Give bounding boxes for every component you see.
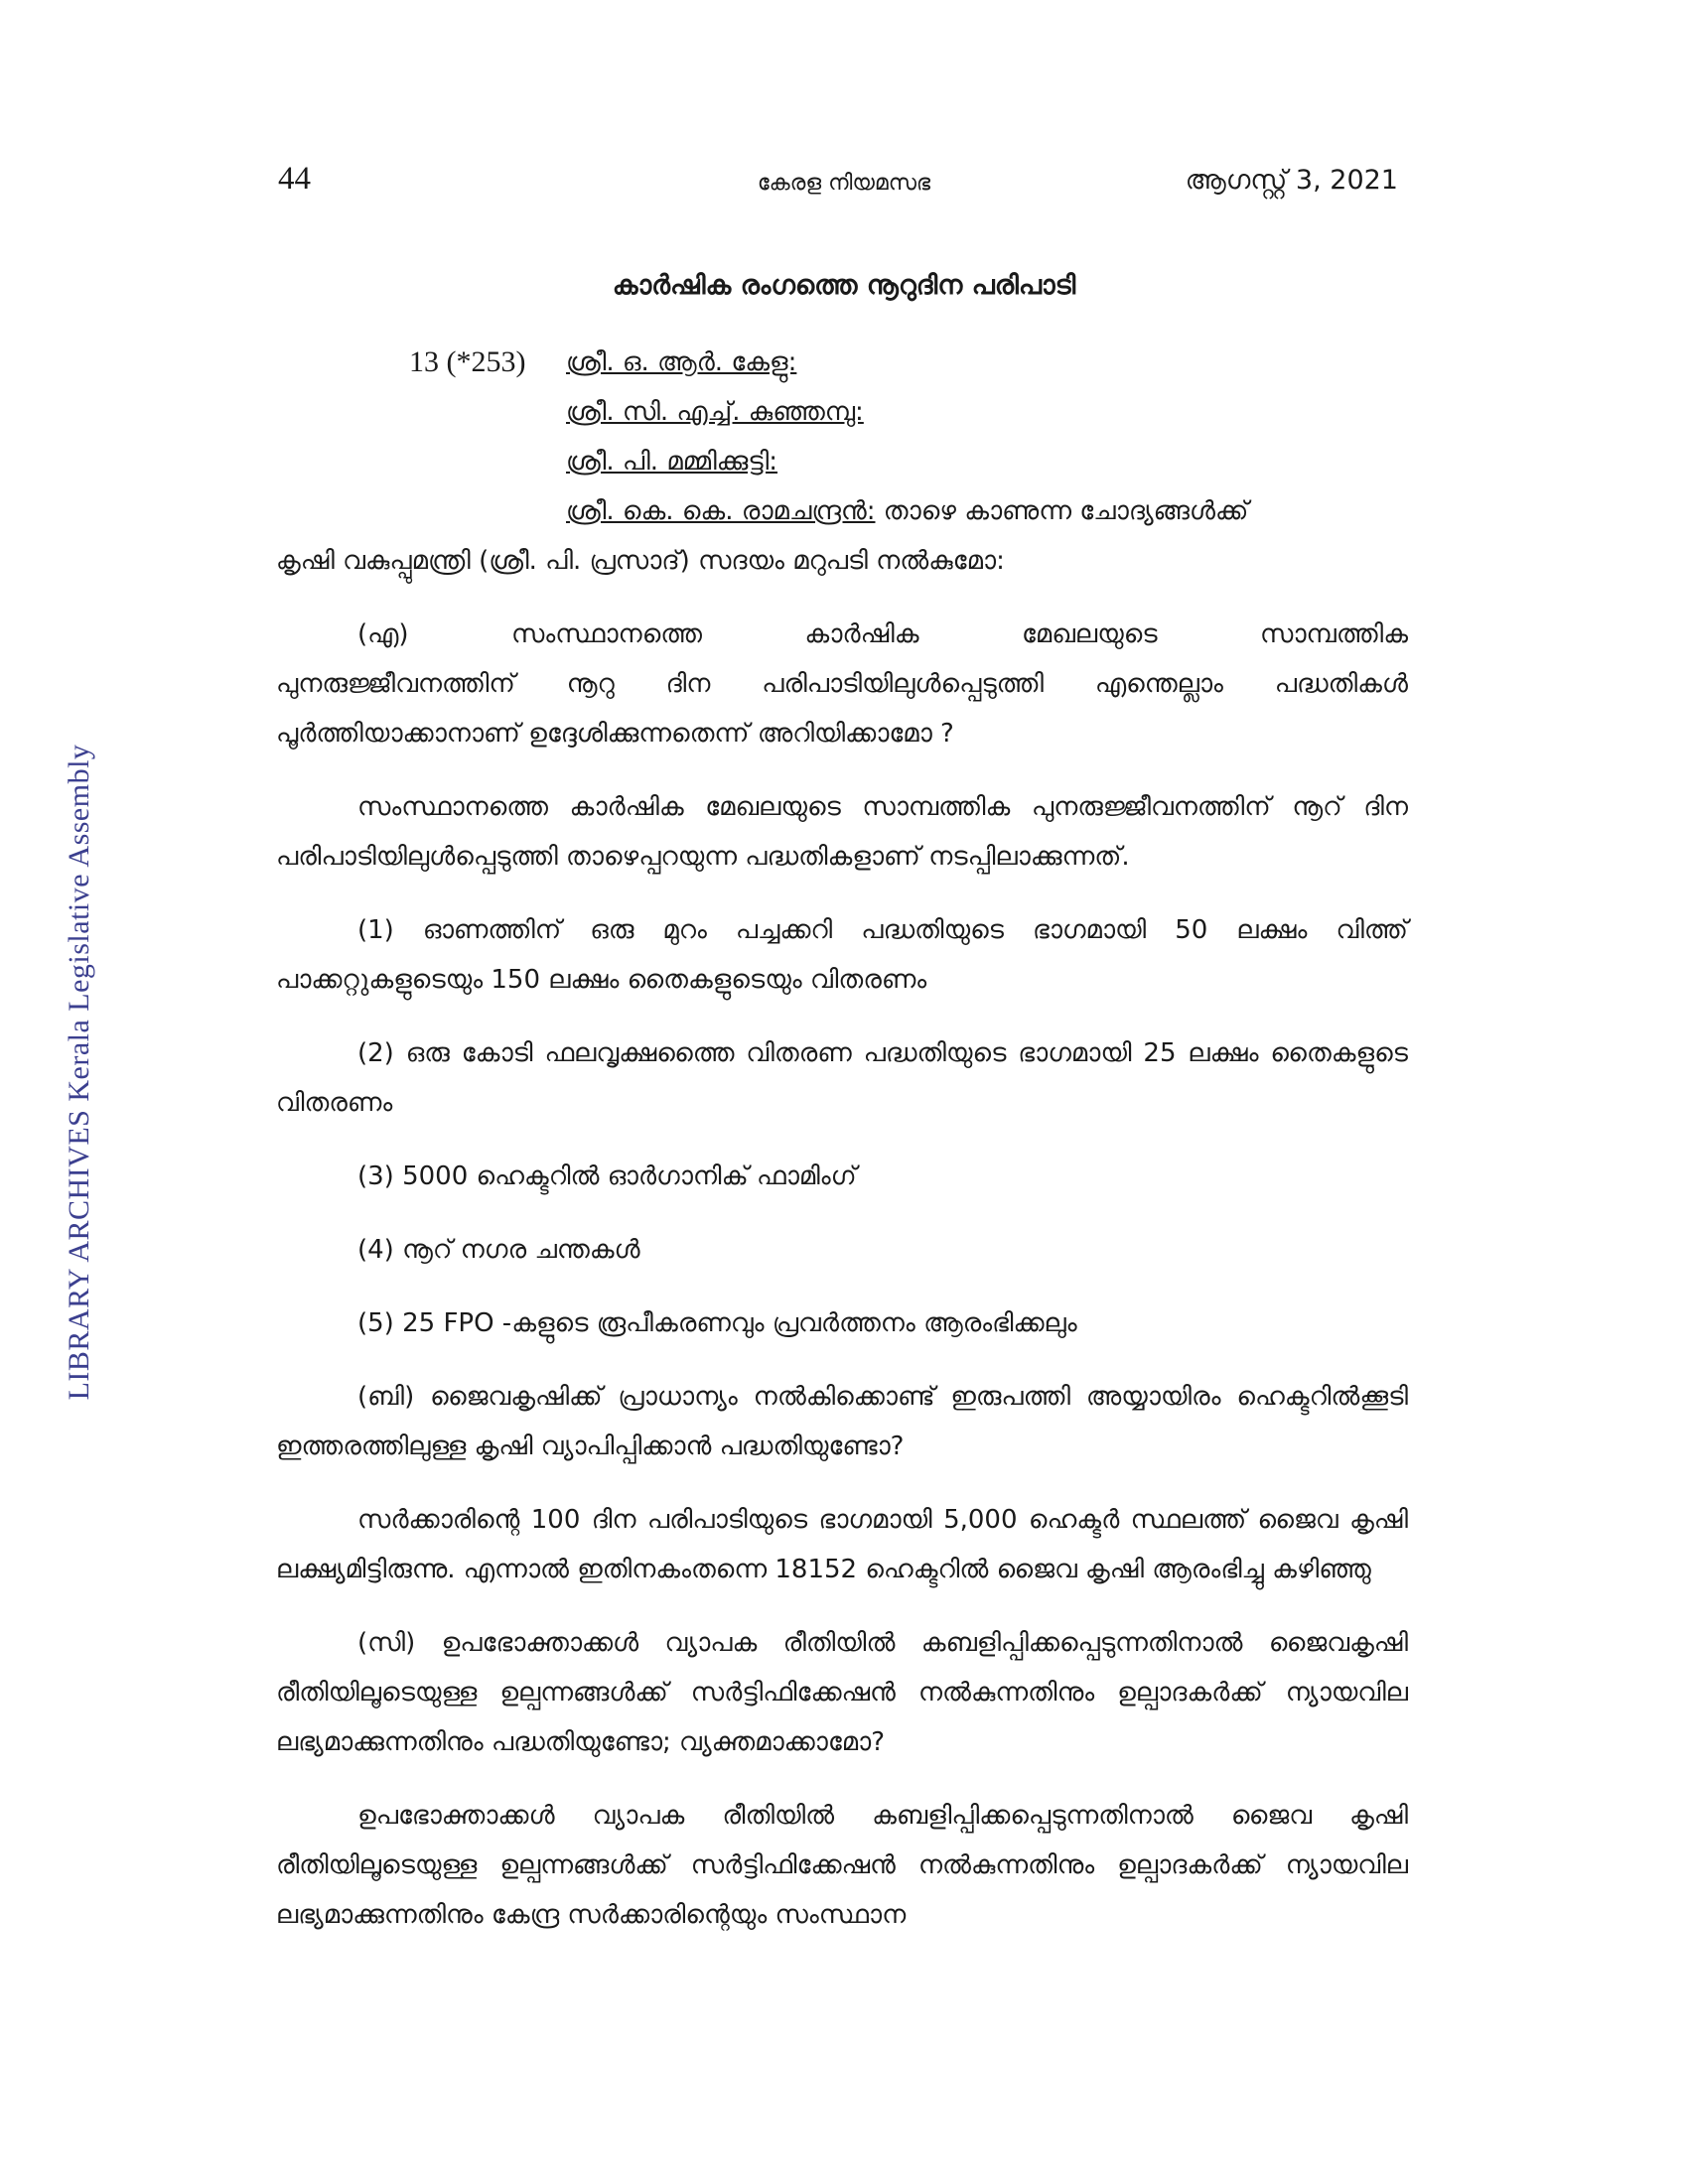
section-title: കാർഷിക രംഗത്തെ നൂറുദിന പരിപാടി [612, 270, 1076, 301]
answer-item-1: (1) ഓണത്തിന് ഒരു മുറം പച്ചക്കറി പദ്ധതിയുടെ ഭാഗമായി 50 ലക്ഷം വിത്ത് പാക്കറ്റുകളുടെയും 150 ലക്ഷം തൈകളുടെയും വിതരണം [276, 915, 1408, 995]
question-intro: താഴെ കാണുന്ന ചോദ്യങ്ങൾക്ക് [875, 496, 1249, 526]
answer-a: സംസ്ഥാനത്തെ കാർഷിക മേഖലയുടെ സാമ്പത്തിക പുനരുജ്ജീവനത്തിന് നൂറ് ദിന പരിപാടിയിലുൾപ്പെടുത്തി താഴെപ്പറയുന്ന പദ്ധതികളാണ് നടപ്പിലാക്കുന്നത്. [276, 792, 1408, 872]
running-header: കേരള നിയമസഭ [757, 171, 931, 196]
question-intro-line2: കൃഷി വകുപ്പുമന്ത്രി (ശ്രീ. പി. പ്രസാദ്) സദയം മറുപടി നൽകുമോ: [276, 546, 1005, 576]
header-date: ആഗസ്റ്റ് 3, 2021 [1185, 165, 1398, 196]
answer-c: ഉപഭോക്താക്കൾ വ്യാപക രീതിയിൽ കബളിപ്പിക്കപ്പെടുന്നതിനാൽ ജൈവ കൃഷി രീതിയിലൂടെയുള്ള ഉല്പന്നങ്ങൾക്ക് സർട്ടിഫിക്കേഷൻ നൽകുന്നതിനും ഉല്പാദകർക്ക് ന്യായവില ലഭ്യമാക്കുന്നതിനും കേന്ദ്ര സർക്കാരിന്റെയും സംസ്ഥാന [276, 1801, 1408, 1930]
member-name: ശ്രീ. പി. മമ്മിക്കുട്ടി: [566, 447, 778, 477]
page-number: 44 [278, 161, 311, 197]
question-number: 13 (*253) [409, 345, 526, 378]
question-block [276, 338, 1408, 586]
archive-watermark: LIBRARY ARCHIVES Kerala Legislative Assembly [63, 744, 95, 1401]
answer-item-5: (5) 25 FPO -കളുടെ രൂപീകരണവും പ്രവർത്തനം ആരംഭിക്കലും [357, 1308, 1077, 1338]
question-a-line1: (എ) സംസ്ഥാനത്തെ കാർഷിക മേഖലയുടെ സാമ്പത്തിക [357, 619, 1408, 649]
answer-item-2: (2) ഒരു കോടി ഫലവൃക്ഷത്തൈ വിതരണ പദ്ധതിയുടെ ഭാഗമായി 25 ലക്ഷം തൈകളുടെ വിതരണം [276, 1038, 1408, 1118]
question-b: (ബി) ജൈവകൃഷിക്ക് പ്രാധാന്യം നൽകിക്കൊണ്ട് ഇരുപത്തി അയ്യായിരം ഹെക്ടറിൽക്കൂടി ഇത്തരത്തിലുള്ള കൃഷി വ്യാപിപ്പിക്കാൻ പദ്ധതിയുണ്ടോ? [276, 1382, 1408, 1461]
document-body [276, 338, 1408, 1940]
member-name: ശ്രീ. കെ. കെ. രാമചന്ദ്രൻ: [566, 496, 876, 526]
member-name: ശ്രീ. ഒ. ആർ. കേളു: [566, 347, 797, 377]
answer-item-4: (4) നൂറ് നഗര ചന്തകൾ [357, 1235, 640, 1265]
question-a: പുനരുജ്ജീവനത്തിന് നൂറു ദിന പരിപാടിയിലുൾപ്പെടുത്തി എന്തെല്ലാം പദ്ധതികൾ പൂർത്തിയാക്കാനാണ് ഉദ്ദേശിക്കുന്നതെന്ന് അറിയിക്കാമോ ? [276, 669, 1408, 749]
answer-b: സർക്കാരിന്റെ 100 ദിന പരിപാടിയുടെ ഭാഗമായി 5,000 ഹെക്ടർ സ്ഥലത്ത് ജൈവ കൃഷി ലക്ഷ്യമിട്ടിരുന്നു. എന്നാൽ ഇതിനകംതന്നെ 18152 ഹെക്ടറിൽ ജൈവ കൃഷി ആരംഭിച്ചു കഴിഞ്ഞു [276, 1505, 1408, 1584]
member-name: ശ്രീ. സി. എച്ച്. കുഞ്ഞമ്പു: [566, 397, 864, 427]
answer-item-3: (3) 5000 ഹെക്ടറിൽ ഓർഗാനിക് ഫാമിംഗ് [357, 1161, 857, 1191]
question-c: (സി) ഉപഭോക്താക്കൾ വ്യാപക രീതിയിൽ കബളിപ്പിക്കപ്പെടുന്നതിനാൽ ജൈവകൃഷി രീതിയിലൂടെയുള്ള ഉല്പന്നങ്ങൾക്ക് സർട്ടിഫിക്കേഷൻ നൽകുന്നതിനും ഉല്പാദകർക്ക് ന്യായവില ലഭ്യമാക്കുന്നതിനും പദ്ധതിയുണ്ടോ; വ്യക്തമാക്കാമോ? [276, 1628, 1408, 1757]
